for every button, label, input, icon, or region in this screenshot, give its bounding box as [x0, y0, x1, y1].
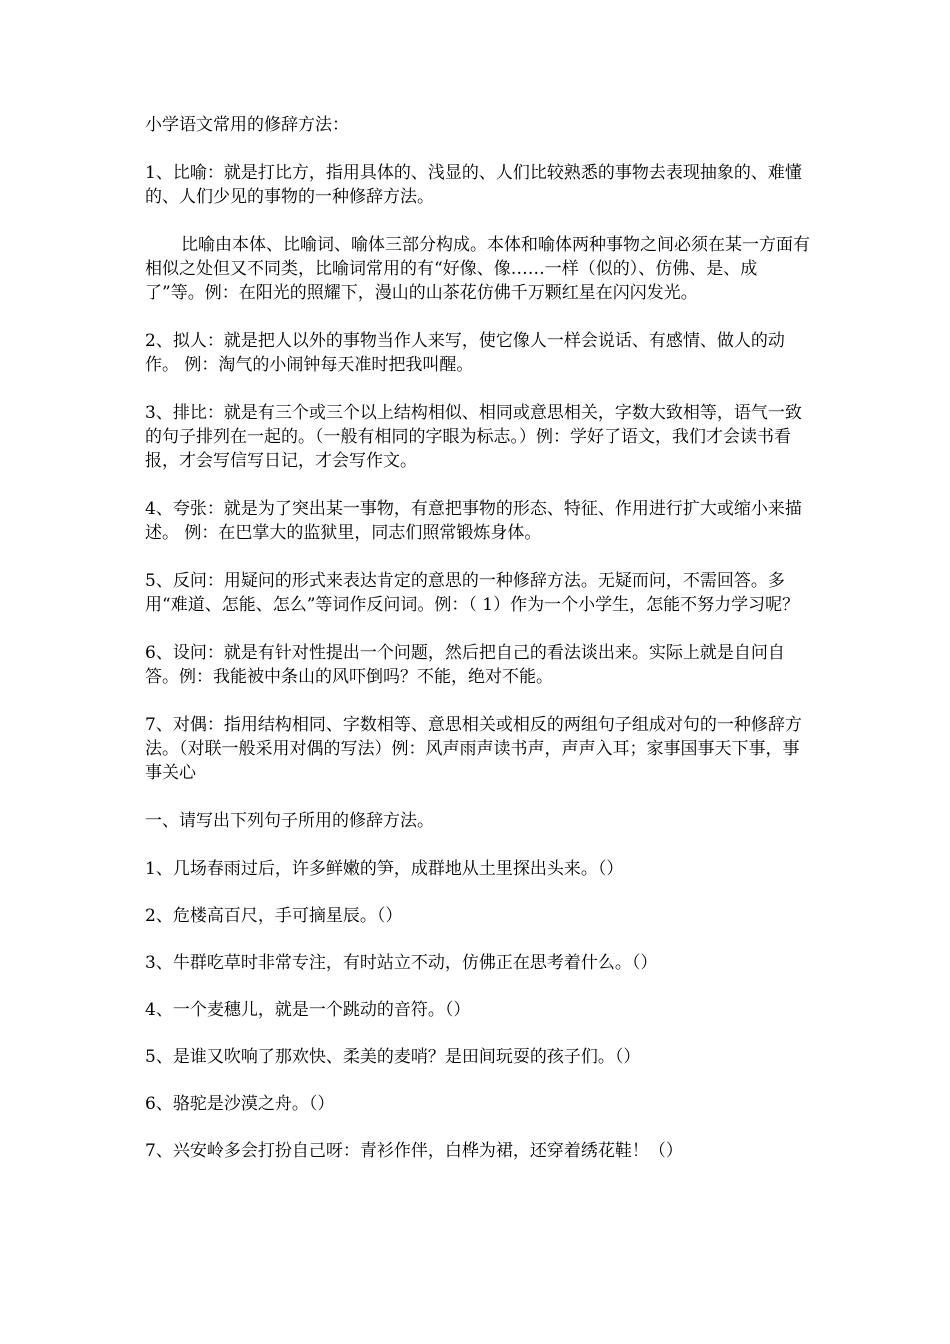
question-text: 6、骆驼是沙漠之舟。（	[145, 1094, 318, 1114]
question-text: 5、是谁又吹响了那欢快、柔美的麦哨？是田间玩耍的孩子们。（	[145, 1047, 624, 1067]
exercise-question	[145, 998, 813, 1022]
exercise-question	[145, 1092, 813, 1116]
question-text: 1、几场春雨过后，许多鲜嫩的笋，成群地从土里探出头来。（	[145, 859, 607, 879]
question-close: ）	[623, 1047, 641, 1067]
paragraph-parallelism: 3、排比：就是有三个或三个以上结构相似、相同或意思相关，字数大致相等，语气一致的句子排列在一起的。（一般有相同的字眼为标志。）例：学好了语文，我们才会读书看报，才会写信写日记，才会写作文。	[145, 403, 802, 471]
question-text: 3、牛群吃草时非常专注，有时站立不动，仿佛正在思考着什么。（	[145, 953, 641, 973]
question-close: ）	[640, 953, 658, 973]
question-close: ）	[606, 859, 624, 879]
paragraph-rhetorical-question: 5、反问：用疑问的形式来表达肯定的意思的一种修辞方法。无疑而问，不需回答。多用“难道、怎能、怎么”等词作反问词。例：（ 1）作为一个小学生，怎能不努力学习呢？	[145, 571, 800, 615]
exercise-question	[145, 857, 813, 881]
exercise-question	[145, 951, 813, 975]
paragraph-hyperbole: 4、夸张：就是为了突出某一事物，有意把事物的形态、特征、作用进行扩大或缩小来描述。 例：在巴掌大的监狱里，同志们照常锻炼身体。	[145, 499, 802, 543]
document-page	[145, 113, 813, 1186]
document-title: 小学语文常用的修辞方法：	[145, 115, 349, 135]
question-close: ）	[665, 1141, 683, 1161]
paragraph-hypophora: 6、设问：就是有针对性提出一个问题，然后把自己的看法谈出来。实际上就是自问自答。例：我能被中条山的风吓倒吗？不能，绝对不能。	[145, 643, 785, 687]
question-text: 4、一个麦穗儿，就是一个跳动的音符。（	[145, 1000, 454, 1020]
question-close: ）	[385, 906, 403, 926]
paragraph-metaphor-detail: 比喻由本体、比喻词、喻体三部分构成。本体和喻体两种事物之间必须在某一方面有相似之处但又不同类，比喻词常用的有“好像、像……一样（似的）、仿佛、是、成了”等。例：在阳光的照耀下，漫山的山茶花仿佛千万颗红星在闪闪发光。	[145, 235, 810, 303]
exercise-question	[145, 904, 813, 928]
exercise-heading: 一、请写出下列句子所用的修辞方法。	[145, 811, 434, 831]
exercise-question	[145, 1045, 813, 1069]
question-text: 7、兴安岭多会打扮自己呀：青衫作伴，白桦为裙，还穿着绣花鞋！（	[145, 1141, 666, 1161]
question-close: ）	[453, 1000, 471, 1020]
paragraph-metaphor: 1、比喻：就是打比方，指用具体的、浅显的、人们比较熟悉的事物去表现抽象的、难懂的、人们少见的事物的一种修辞方法。	[145, 163, 802, 207]
exercise-question	[145, 1139, 813, 1163]
paragraph-antithesis: 7、对偶：指用结构相同、字数相等、意思相关或相反的两组句子组成对句的一种修辞方法。（对联一般采用对偶的写法）例：风声雨声读书声，声声入耳；家事国事天下事，事事关心	[145, 715, 802, 783]
paragraph-personification: 2、拟人：就是把人以外的事物当作人来写，使它像人一样会说话、有感情、做人的动作。 例：淘气的小闹钟每天准时把我叫醒。	[145, 331, 785, 375]
question-text: 2、危楼高百尺，手可摘星辰。（	[145, 906, 386, 926]
question-close: ）	[317, 1094, 335, 1114]
